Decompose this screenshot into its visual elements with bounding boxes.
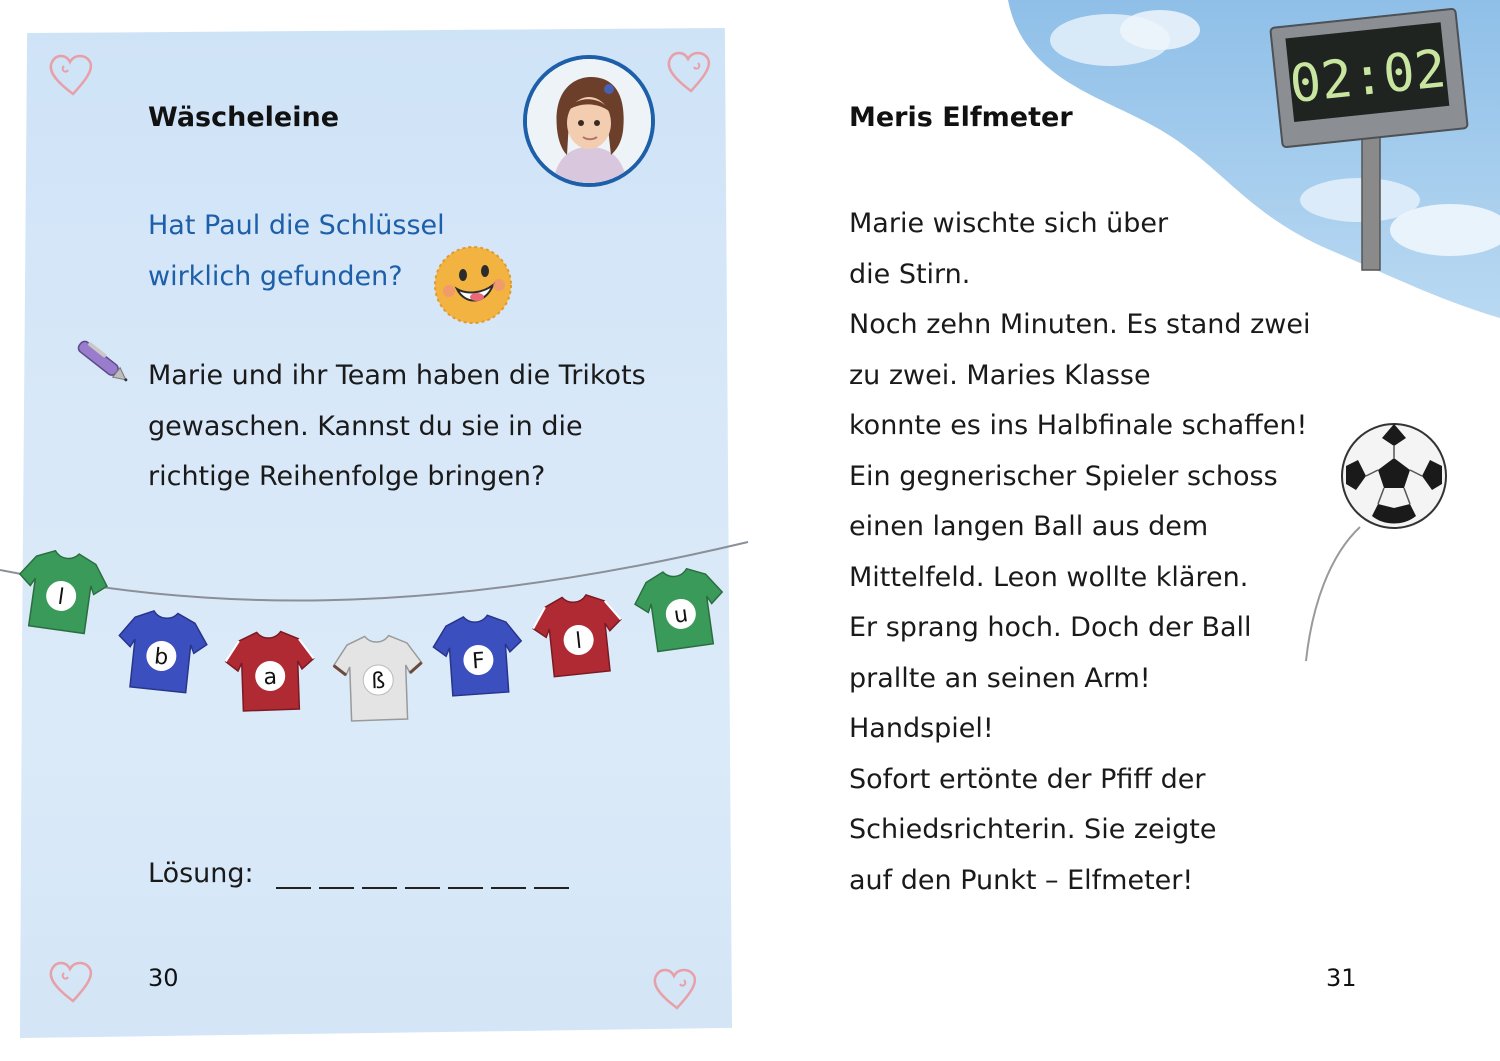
solution-blank[interactable] xyxy=(448,859,483,889)
story-line: einen langen Ball aus dem xyxy=(849,511,1209,542)
heart-swirl-icon xyxy=(648,962,706,1014)
jersey-icon xyxy=(333,634,424,721)
jersey-letter: F xyxy=(471,648,486,675)
jersey-letter: a xyxy=(263,664,278,691)
jersey-letter: u xyxy=(672,602,690,629)
question-line: Hat Paul die Schlüssel xyxy=(148,210,445,241)
jersey-icon xyxy=(431,613,524,697)
story-line: Noch zehn Minuten. Es stand zwei xyxy=(849,309,1311,340)
jersey-icon xyxy=(13,546,111,635)
page-title: Meris Elfmeter xyxy=(849,102,1073,133)
jersey-icon xyxy=(530,592,626,679)
soccer-ball-icon xyxy=(1338,420,1450,532)
heart-swirl-icon xyxy=(44,955,102,1007)
story-text xyxy=(849,199,1310,906)
story-line: Mittelfeld. Leon wollte klären. xyxy=(849,561,1249,593)
question-line: wirklich gefunden? xyxy=(148,261,403,292)
story-line: Handspiel! xyxy=(849,713,994,744)
story-line: zu zwei. Maries Klasse xyxy=(849,359,1151,391)
scoreboard-time: 02:02 xyxy=(1286,39,1449,116)
story-line: Er sprang hoch. Doch der Ball xyxy=(849,612,1252,643)
pen-icon xyxy=(70,332,136,392)
story-line: Ein gegnerischer Spieler schoss xyxy=(849,460,1278,492)
page-number-right: 31 xyxy=(1326,964,1357,992)
jersey-letter: l xyxy=(56,584,66,611)
solution-blank[interactable] xyxy=(491,859,526,889)
smiley-icon xyxy=(433,245,513,325)
instruction-line: gewaschen. Kannst du sie in die xyxy=(148,410,583,442)
scoreboard-icon xyxy=(1270,9,1468,148)
jersey-letter: l xyxy=(574,628,584,655)
solution-blank[interactable] xyxy=(319,859,354,889)
story-line: Sofort ertönte der Pfiff der xyxy=(849,763,1206,795)
heart-swirl-icon xyxy=(662,45,720,97)
jersey-icon xyxy=(631,564,729,653)
instruction-line: richtige Reihenfolge bringen? xyxy=(148,461,546,492)
clothesline-illustration xyxy=(0,530,760,730)
solution-blank[interactable] xyxy=(534,859,569,889)
story-line: konnte es ins Halbfinale schaffen! xyxy=(849,410,1308,441)
story-line: Schiedsrichterin. Sie zeigte xyxy=(849,814,1217,845)
jersey-letter: b xyxy=(152,644,170,671)
solution-blank[interactable] xyxy=(405,859,440,889)
ball-trajectory-line xyxy=(1300,525,1370,665)
page-title: Wäscheleine xyxy=(148,102,340,133)
jersey-icon xyxy=(114,608,210,695)
instruction-text xyxy=(148,351,646,503)
story-line: prallte an seinen Arm! xyxy=(849,662,1151,694)
heart-swirl-icon xyxy=(44,48,102,100)
girl-portrait-icon xyxy=(523,55,655,187)
solution-blanks[interactable] xyxy=(276,859,569,889)
question-text xyxy=(148,200,445,302)
page-number-left: 30 xyxy=(148,964,179,992)
story-line: auf den Punkt – Elfmeter! xyxy=(849,864,1194,896)
story-line: die Stirn. xyxy=(849,258,971,290)
solution-blank[interactable] xyxy=(362,859,397,889)
solution-label: Lösung: xyxy=(148,858,254,889)
jersey-icon xyxy=(225,630,316,711)
jersey-letter: ß xyxy=(370,668,386,695)
story-line: Marie wischte sich über xyxy=(849,208,1169,239)
solution-blank[interactable] xyxy=(276,859,311,889)
instruction-line: Marie und ihr Team haben die Trikots xyxy=(148,360,646,391)
solution-row xyxy=(148,858,569,889)
